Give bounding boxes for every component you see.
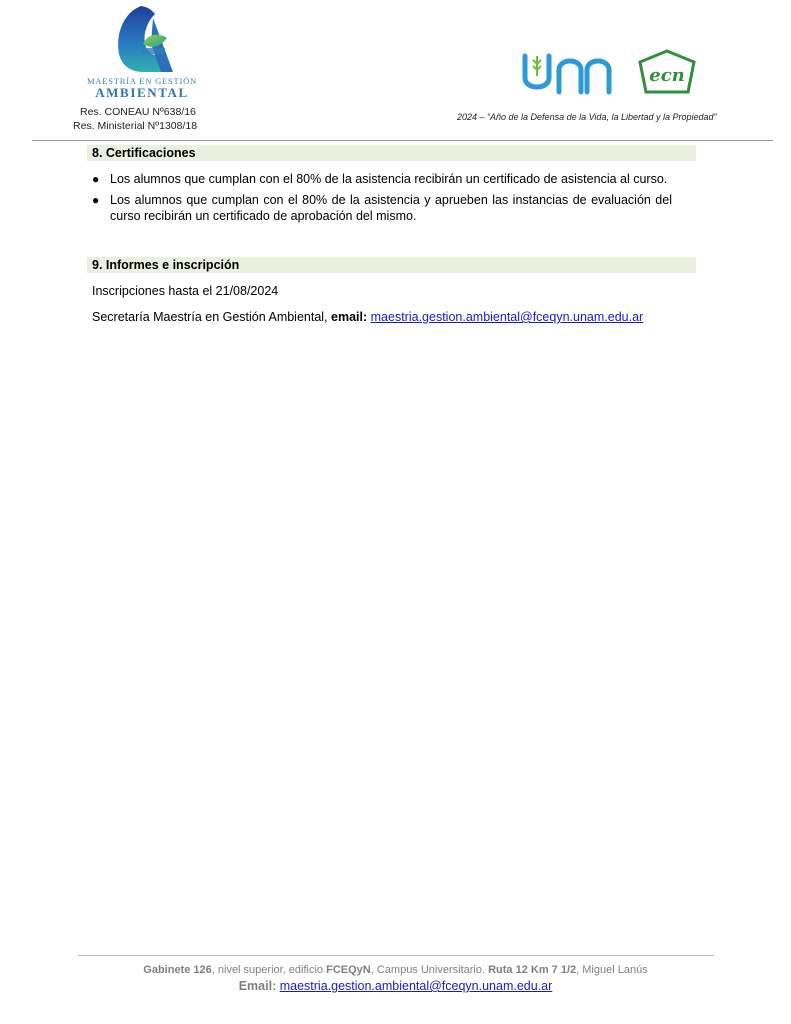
- bullet-icon: ●: [92, 172, 100, 186]
- section-header-certificaciones: [87, 145, 696, 161]
- footer-email: [0, 979, 791, 993]
- section-title: 8. Certificaciones: [92, 146, 196, 160]
- list-item: [92, 192, 672, 224]
- svg-text:ecn: ecn: [649, 65, 685, 86]
- footer-lugar: , Miguel Lanús: [576, 964, 648, 976]
- footer-nivel: , nivel superior, edificio: [211, 964, 327, 976]
- year-motto: 2024 – “Año de la Defensa de la Vida, la Libertad y la Propiedad”: [457, 112, 717, 122]
- footer-edificio: FCEQyN: [326, 964, 371, 976]
- footer-email-label: Email:: [238, 979, 277, 993]
- section-header-informes: [87, 257, 696, 273]
- header-divider: [32, 140, 773, 141]
- list-item: [92, 171, 672, 187]
- section-title: 9. Informes e inscripción: [92, 258, 240, 272]
- certificaciones-list: [92, 171, 672, 229]
- fceqyn-logo-icon: [636, 48, 698, 96]
- footer-divider: [78, 955, 714, 956]
- logo-text-line1: MAESTRÍA EN GESTIÓN: [86, 76, 198, 86]
- footer-ruta: Ruta 12 Km 7 1/2: [488, 964, 577, 976]
- footer-email-link[interactable]: maestria.gestion.ambiental@fceqyn.unam.edu.ar: [279, 979, 553, 993]
- maestria-logo: [84, 4, 200, 101]
- secretaria-text: Secretaría Maestría en Gestión Ambiental,: [92, 310, 332, 324]
- footer-campus: , Campus Universitario.: [370, 964, 489, 976]
- email-label: email:: [331, 310, 368, 324]
- footer-gabinete: Gabinete 126: [143, 964, 212, 976]
- secretaria-contact: [92, 310, 643, 324]
- list-item-text: Los alumnos que cumplan con el 80% de la asistencia recibirán un certificado de asistencia al curso.: [110, 172, 668, 186]
- email-link[interactable]: maestria.gestion.ambiental@fceqyn.unam.edu.ar: [370, 310, 644, 324]
- inscripciones-text: Inscripciones hasta el 21/08/2024: [92, 284, 279, 298]
- list-item-text: Los alumnos que cumplan con el 80% de la asistencia y aprueben las instancias de evaluación del curso recibirán un certificado de aprobación del mismo.: [110, 193, 672, 223]
- bullet-icon: ●: [92, 193, 100, 207]
- maestria-logo-icon: [107, 4, 177, 76]
- res-coneau: Res. CONEAU Nº638/16: [80, 106, 196, 118]
- footer-address: [0, 964, 791, 976]
- unam-logo-icon: [519, 50, 621, 98]
- logo-text-line2: AMBIENTAL: [95, 85, 189, 100]
- res-ministerial: Res. Ministerial Nº1308/18: [73, 120, 198, 132]
